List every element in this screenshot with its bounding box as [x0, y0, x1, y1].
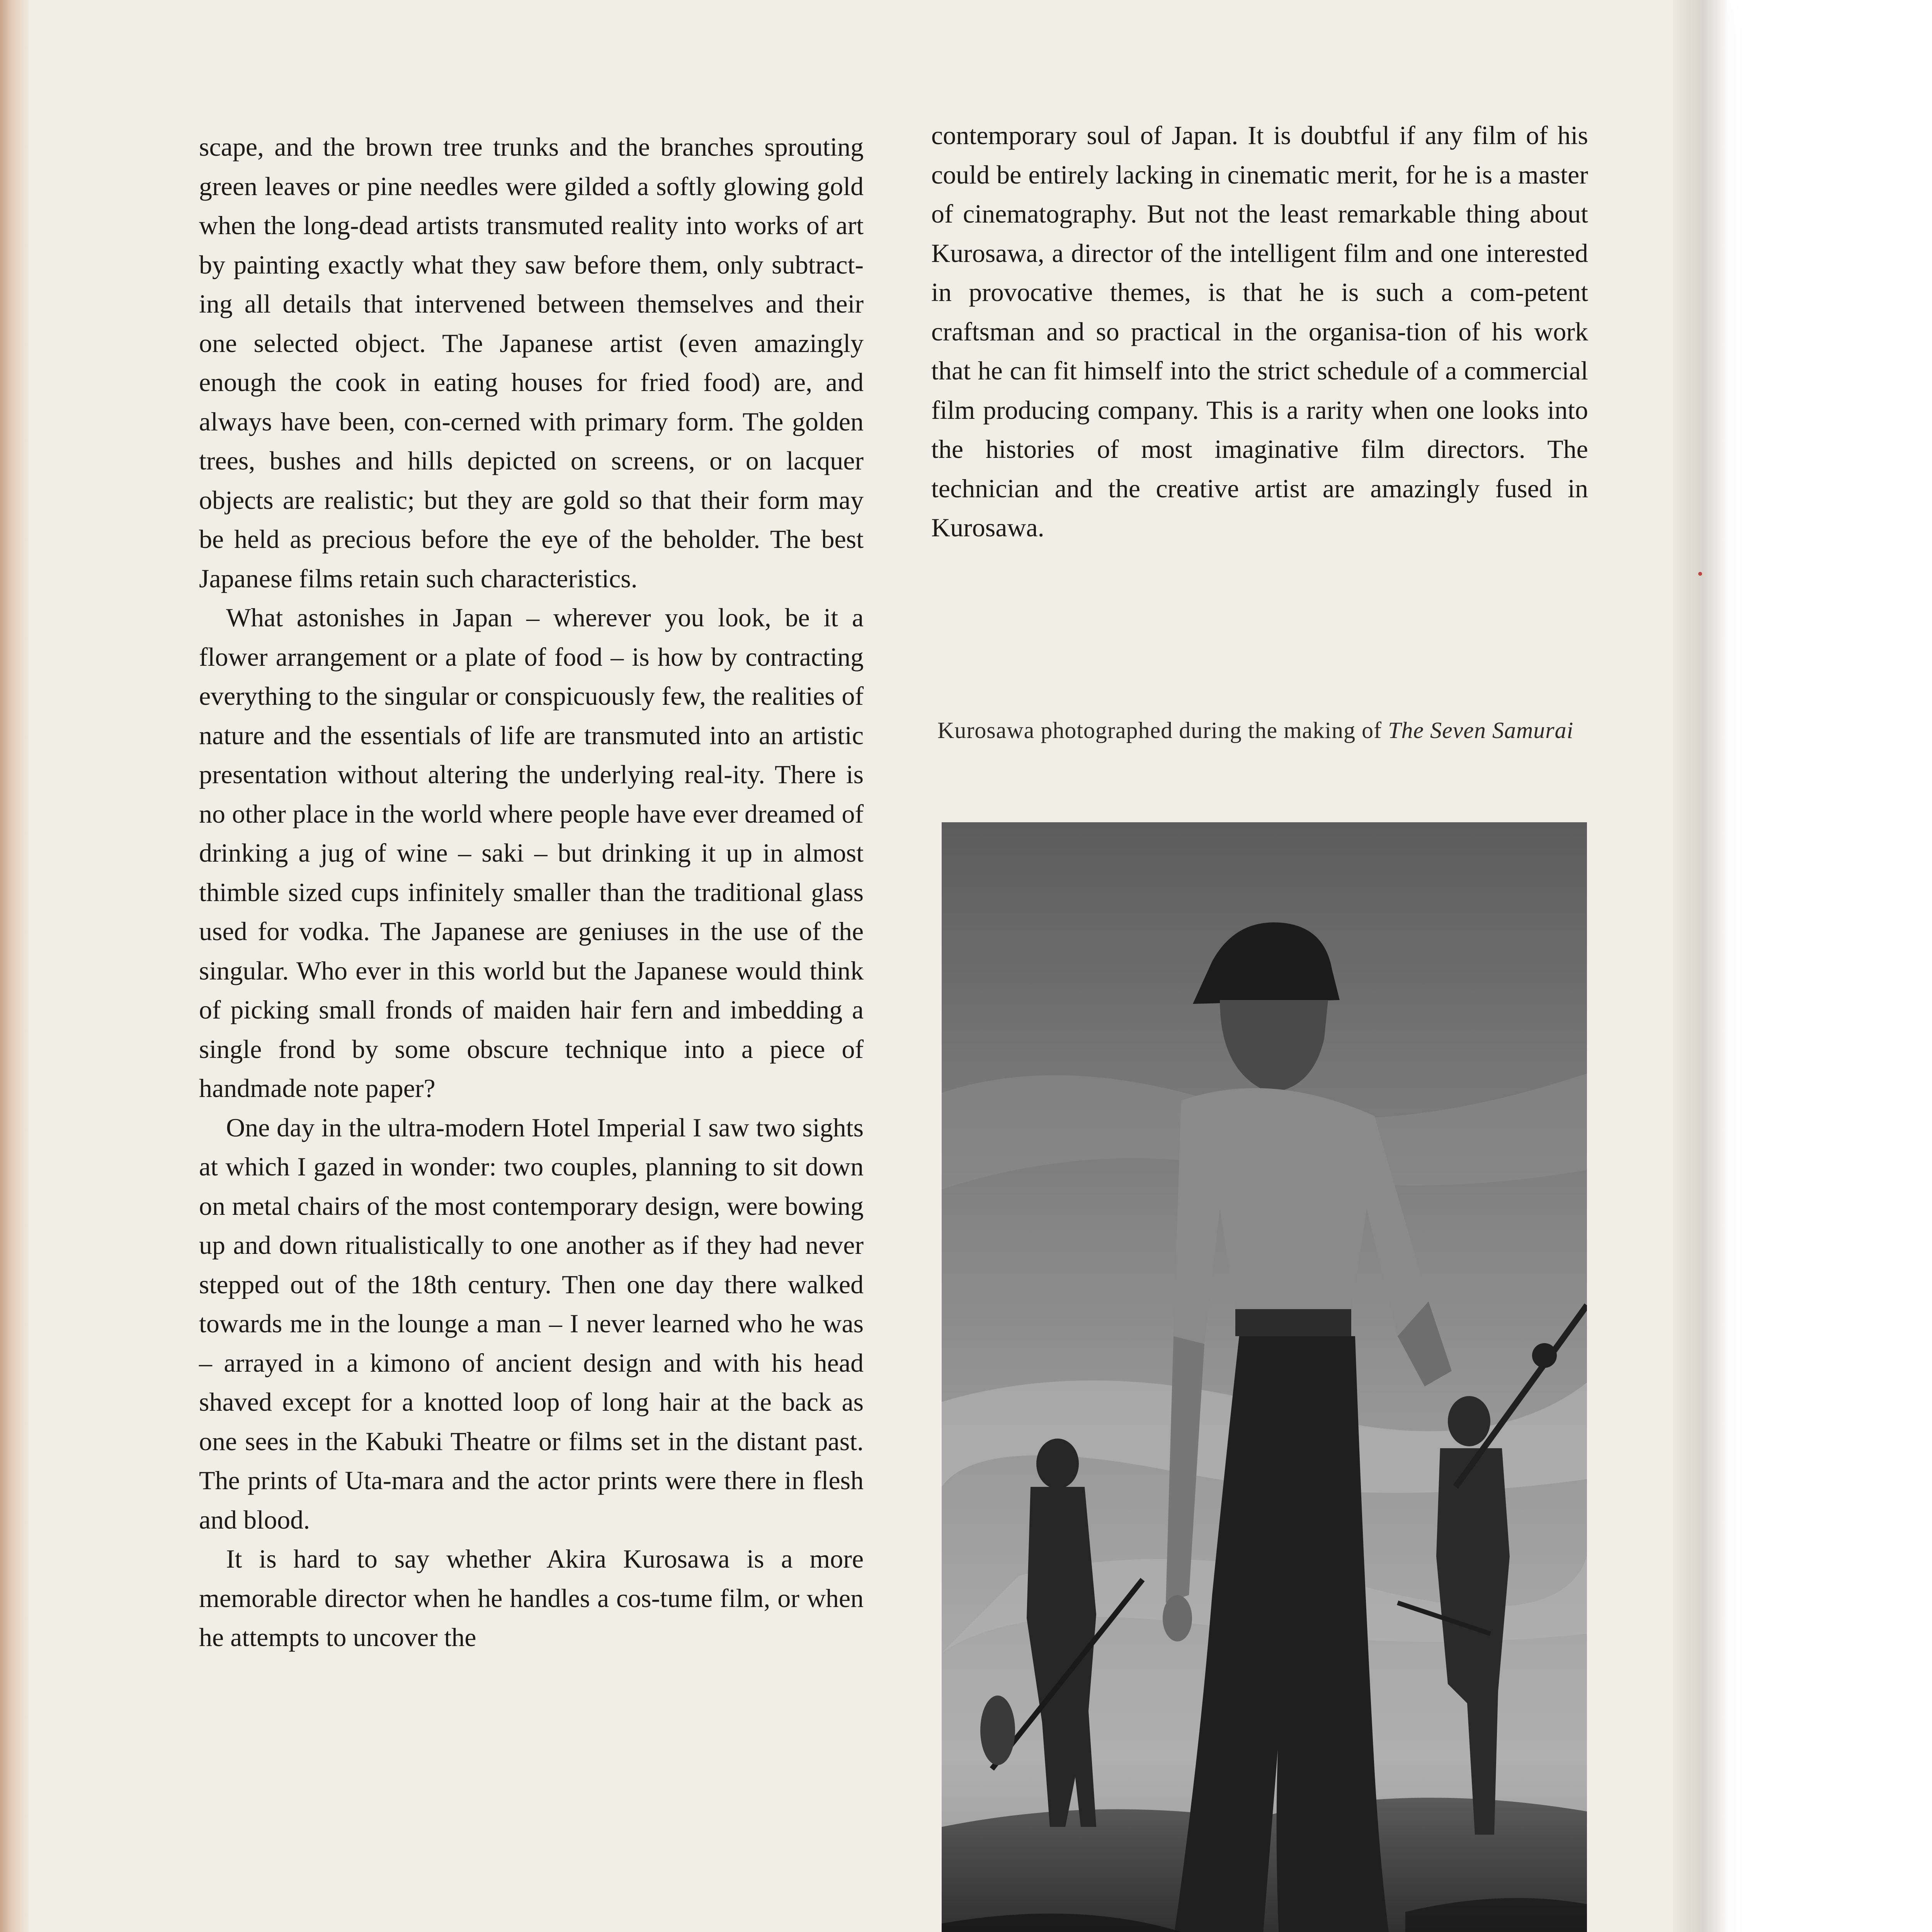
paragraph: contemporary soul of Japan. It is doubtful if any film of his could be entirely lacking in cinematic merit, for he is a master of cinematography. But not the least remarkable thing about Kurosawa, a director of the intelligent film and one interested in provocative themes, is that he is such a com-petent craftsman and so practical in the organisa-tion of his work that he can fit himself into the strict schedule of a commercial film producing company. This is a rarity when one looks into the histories of most imaginative film directors. The technician and the creative artist are amazingly fused in Kurosawa.	[931, 121, 1588, 542]
photo-caption	[937, 712, 1590, 748]
paragraph: It is hard to say whether Akira Kurosawa is a more memorable director when he handles a cos-tume film, or when he attempts to uncover the	[199, 1544, 864, 1652]
left-text-column	[199, 128, 864, 1657]
paragraph: scape, and the brown tree trunks and the branches sprouting green leaves or pine needles were gilded a softly glowing gold when the long-dead artists transmuted reality into works of art by painting exactly what they saw before them, only subtract-ing all details that intervened between themselves and their one selected object. The Japanese artist (even amazingly enough the cook in eating houses for fried food) are, and always have been, con-cerned with primary form. The golden trees, bushes and hills depicted on screens, or on lacquer objects are realistic; but they are gold so that their form may be held as precious before the eye of the beholder. The best Japanese films retain such characteristics.	[199, 132, 864, 593]
kurosawa-photograph	[942, 822, 1587, 1932]
caption-text: Kurosawa photographed during the making of	[937, 718, 1388, 743]
right-text-column	[931, 116, 1588, 548]
page-outer-edge	[1673, 0, 1727, 1932]
dust-speck	[1698, 572, 1702, 576]
paragraph: One day in the ultra-modern Hotel Imperial I saw two sights at which I gazed in wonder: two couples, planning to sit down on metal chairs of the most contemporary design, were bowing up and down ritualistically to one another as if they had never stepped out of the 18th century. Then one day there walked towards me in the lounge a man – I never learned who he was – arrayed in a kimono of ancient design and with his head shaved except for a knotted loop of long hair at the back as one sees in the Kabuki Theatre or films set in the distant past. The prints of Uta-mara and the actor prints were there in flesh and blood.	[199, 1112, 864, 1534]
paragraph: What astonishes in Japan – wherever you look, be it a flower arrangement or a plate of food – is how by contracting everything to the singular or conspicuously few, the realities of nature and the essentials of life are transmuted into an artistic presentation without altering the underlying real-ity. There is no other place in the world where people have ever dreamed of drinking a jug of wine – saki – but drinking it up in almost thimble sized cups infinitely smaller than the traditional glass used for vodka. The Japanese are geniuses in the use of the singular. Who ever in this world but the Japanese would think of picking small fronds of maiden hair fern and imbedding a single frond by some obscure technique into a piece of handmade note paper?	[199, 603, 864, 1103]
page-binding-edge	[0, 0, 29, 1932]
caption-film-title: The Seven Samurai	[1388, 718, 1574, 743]
